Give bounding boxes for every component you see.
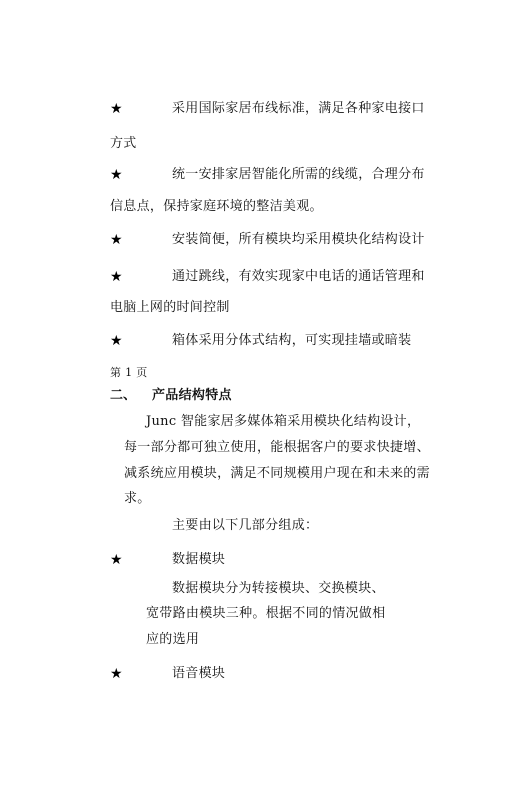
star-bullet-icon: ★ xyxy=(110,666,123,682)
page-number: 第 1 页 xyxy=(110,366,148,379)
module-title-data: 数据模块 xyxy=(172,552,226,567)
star-bullet-icon: ★ xyxy=(110,167,123,183)
feature-item-1-line1: 采用国际家居布线标准，满足各种家电接口 xyxy=(172,101,425,116)
components-intro: 主要由以下几部分组成： xyxy=(172,518,319,533)
section-number: 二、 xyxy=(110,388,137,403)
module-title-voice: 语音模块 xyxy=(172,666,226,681)
feature-item-1-line2: 方式 xyxy=(110,136,137,151)
feature-item-5-line1: 箱体采用分体式结构，可实现挂墙或暗装 xyxy=(172,333,412,348)
star-bullet-icon: ★ xyxy=(110,333,123,349)
feature-item-3-line1: 安装简便，所有模块均采用模块化结构设计 xyxy=(172,232,425,247)
paragraph-line-2: 每一部分都可独立使用，能根据客户的要求快捷增、 xyxy=(124,440,430,455)
feature-item-4-line2: 电脑上网的时间控制 xyxy=(110,300,230,315)
star-bullet-icon: ★ xyxy=(110,552,123,568)
module-desc-line-2: 宽带路由模块三种。根据不同的情况做相 xyxy=(146,606,386,621)
module-desc-line-1: 数据模块分为转接模块、交换模块、 xyxy=(172,581,385,596)
star-bullet-icon: ★ xyxy=(110,101,123,117)
feature-item-2-line2: 信息点，保持家庭环境的整洁美观。 xyxy=(110,199,323,214)
paragraph-line-1: Junc 智能家居多媒体箱采用模块化结构设计， xyxy=(146,414,421,429)
star-bullet-icon: ★ xyxy=(110,269,123,285)
module-desc-line-3: 应的选用 xyxy=(146,632,200,647)
feature-item-4-line1: 通过跳线，有效实现家中电话的通话管理和 xyxy=(172,269,425,284)
section-title: 产品结构特点 xyxy=(152,388,232,403)
paragraph-line-4: 求。 xyxy=(124,491,151,506)
feature-item-2-line1: 统一安排家居智能化所需的线缆，合理分布 xyxy=(172,167,425,182)
paragraph-line-3: 减系统应用模块，满足不同规模用户现在和未来的需 xyxy=(124,466,430,481)
star-bullet-icon: ★ xyxy=(110,232,123,248)
